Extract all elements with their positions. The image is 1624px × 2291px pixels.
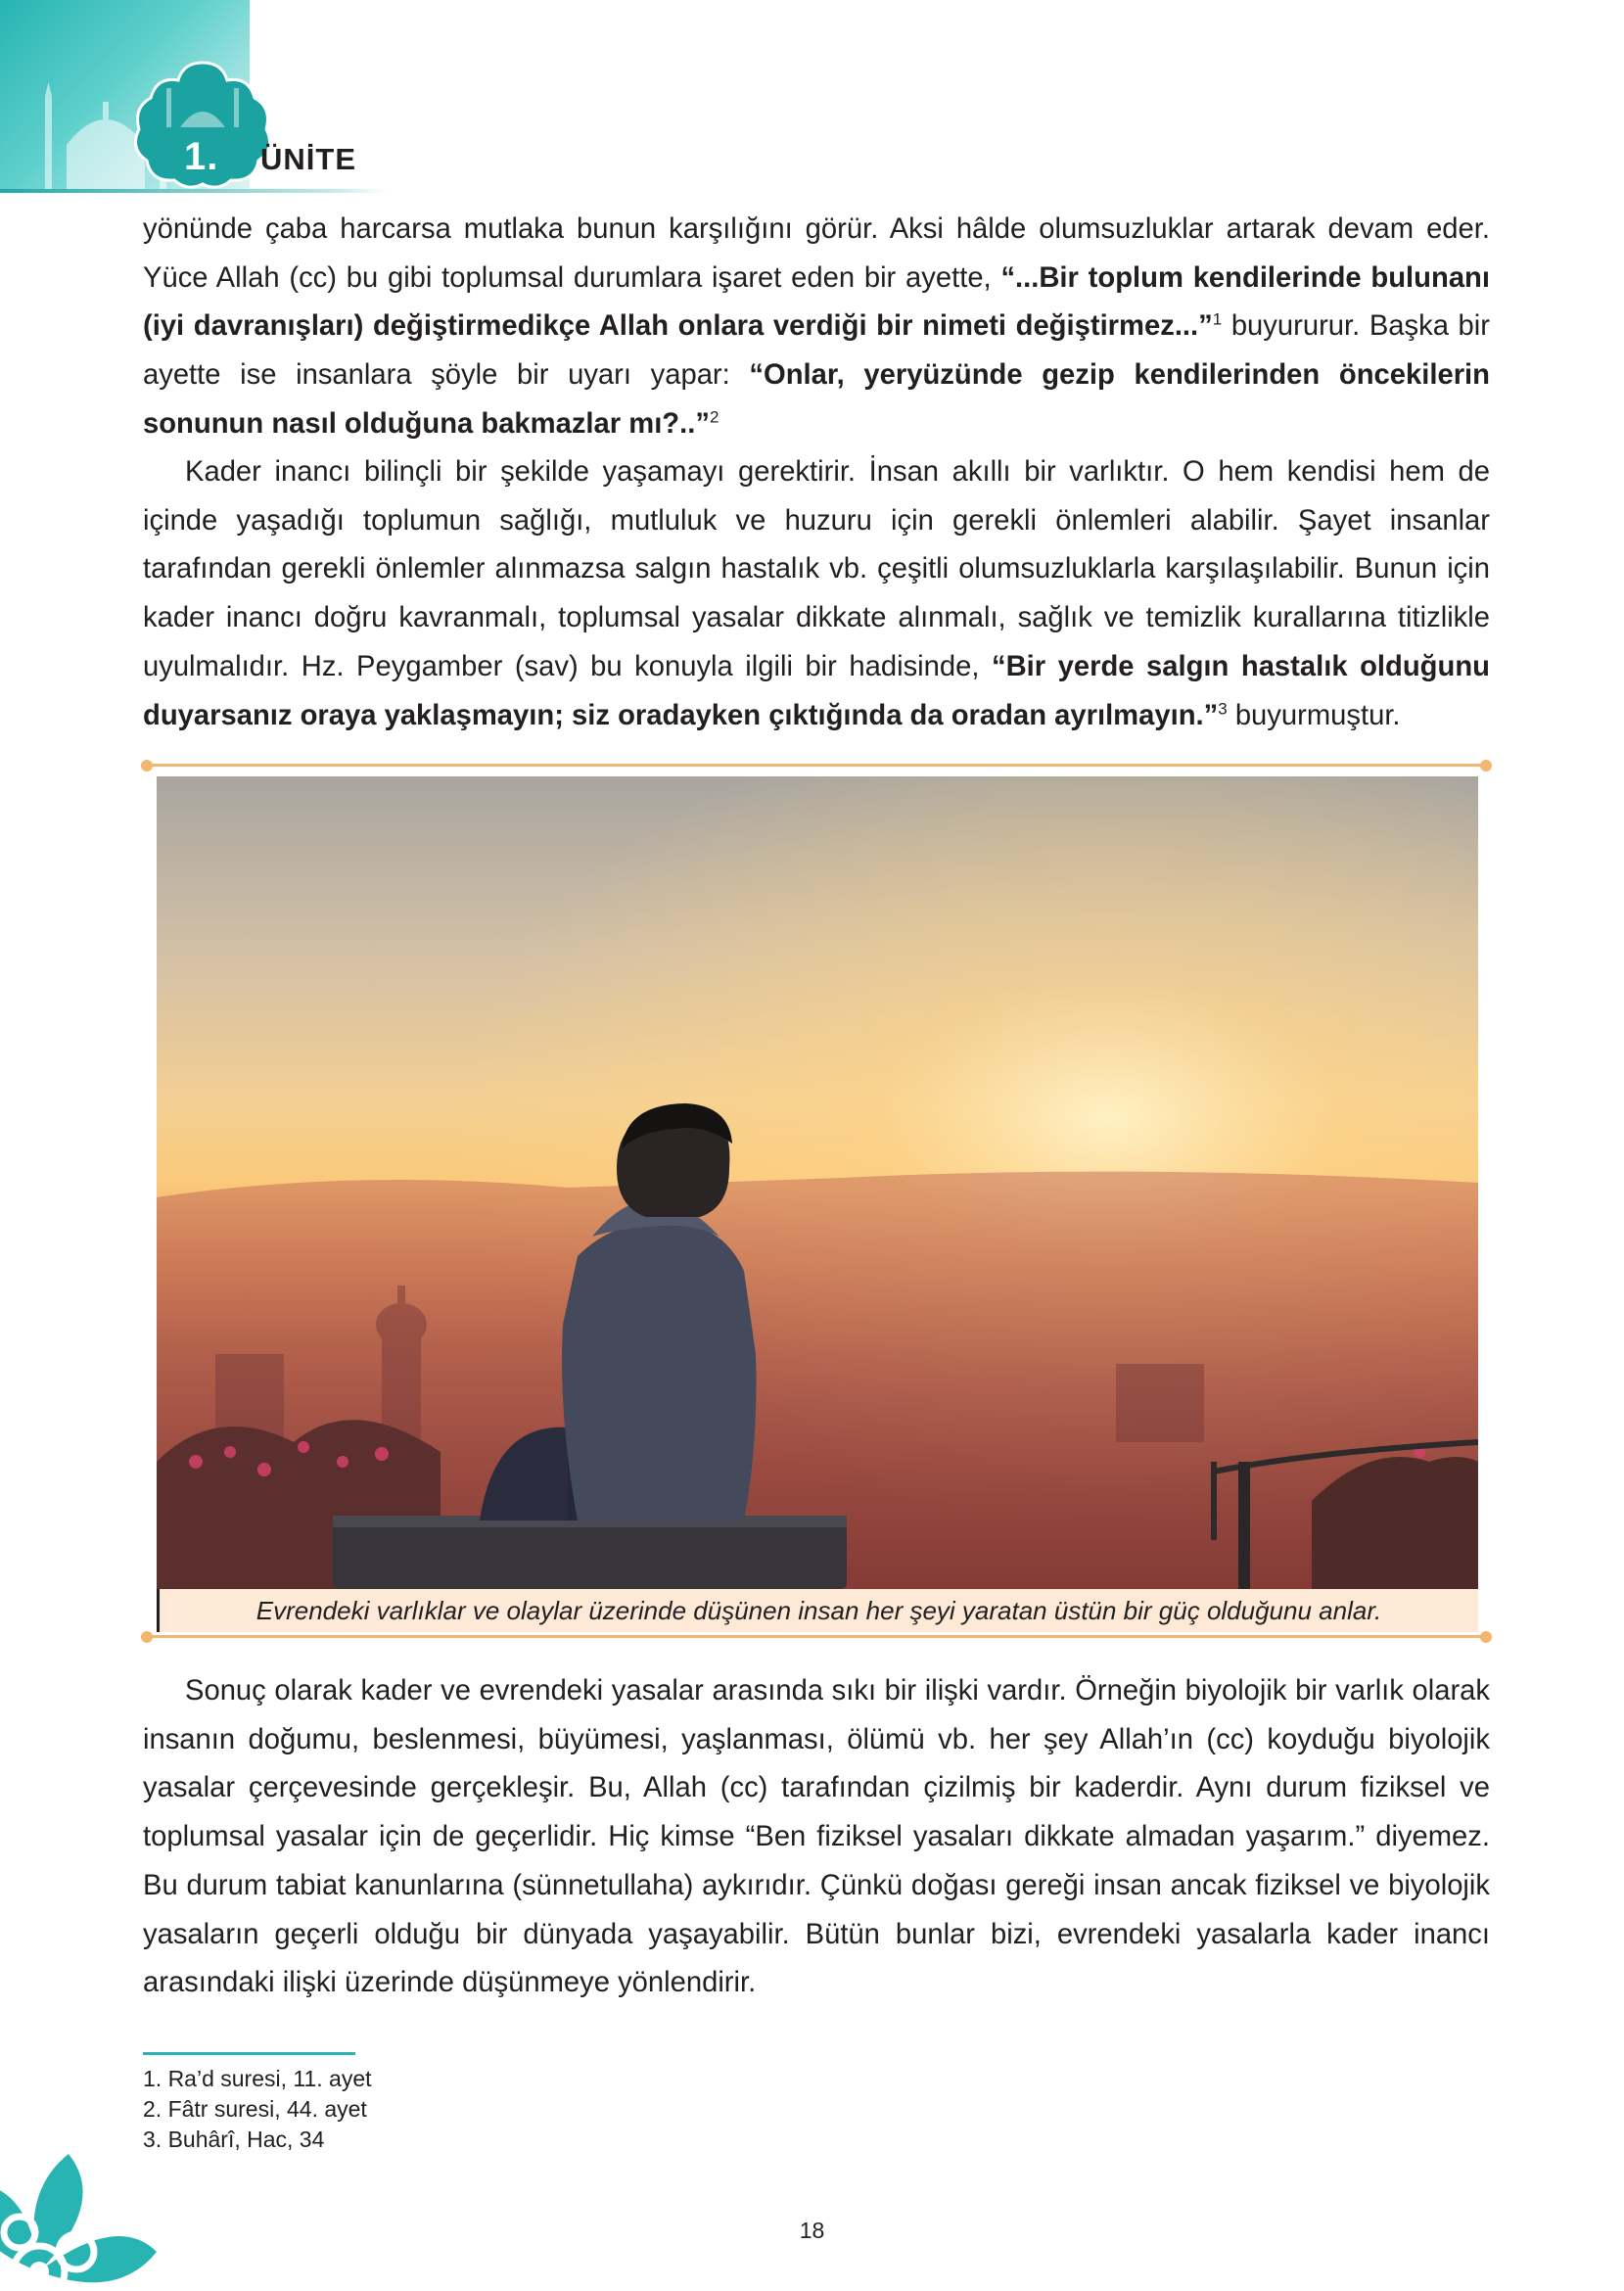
unit-number: 1. [184, 135, 219, 178]
quote-hadith: “Bir yerde salgın hastalık olduğunu duyarsanız oraya yaklaşmayın; siz oradayken çıktığında da oradan ayrılmayın.” [143, 650, 1490, 731]
paragraph-2 [143, 448, 1490, 740]
page-number: 18 [799, 2218, 825, 2243]
figure-rule-dot [141, 760, 153, 771]
footnote-item: 2. Fâtr suresi, 44. ayet [143, 2096, 367, 2122]
quote-ayah-1: “...Bir toplum kendilerinde bulunanı (iyi davranışları) değiştirmedikçe Allah onlara verdiği bir nimeti değiştirmez...” [143, 261, 1490, 343]
figure-caption-text: Evrendeki varlıklar ve olaylar üzerinde düşünen insan her şeyi yaratan üstün bir güç olduğunu anlar. [255, 1596, 1382, 1625]
unit-label: ÜNİTE [260, 142, 356, 176]
footnote-ref-3: 3 [1218, 698, 1228, 718]
flower-ornament-icon [0, 2134, 166, 2291]
figure-rule-dot [1480, 1631, 1492, 1643]
footnote-ref-1: 1 [1212, 309, 1223, 329]
paragraph-1-text-a: yönünde çaba harcarsa mutlaka bunun karşılığını görür. Aksi hâlde olumsuzluklar artarak devam eder. Yüce Allah (cc) bu gibi toplumsal durumlara işaret eden bir ayette, [143, 213, 1490, 294]
footnote-divider [143, 2052, 355, 2055]
figure-rule-dot [141, 1631, 153, 1643]
unit-header [0, 0, 411, 206]
figure-bottom-rule [147, 1635, 1486, 1638]
figure-top-rule [147, 764, 1486, 767]
figure [143, 764, 1490, 1645]
paragraph-2-text-a: Kader inancı bilinçli bir şekilde yaşamayı gerektirir. İnsan akıllı bir varlıktır. O hem kendisi hem de içinde yaşadığı toplumun sağlığı, mutluluk ve huzuru için gerekli önlemleri alabilir. Şayet insanlar tarafından gerekli önlemler alınmazsa salgın hastalık vb. çeşitli olumsuzluklarla karşılaşılabilir. Bunun için kader inancı doğru kavranmalı, toplumsal yasalar dikkate alınmalı, sağlık ve temizlik kurallarına titizlikle uyulmalıdır. Hz. Peygamber (sav) bu konuyla ilgili bir hadisinde, [143, 456, 1490, 682]
header-divider [0, 189, 387, 193]
figure-caption [157, 1589, 1478, 1632]
footnote-item: 3. Buhârî, Hac, 34 [143, 2127, 325, 2152]
paragraph-1-text-b: buyururur. Başka bir ayette ise insanlara şöyle bir uyarı yapar: [143, 310, 1490, 392]
footnote-ref-2: 2 [709, 407, 719, 427]
paragraph-1 [143, 206, 1490, 449]
sunset-photo [157, 776, 1478, 1589]
quote-ayah-2: “Onlar, yeryüzünde gezip kendilerinden öncekilerin sonunun nasıl olduğuna bakmazlar mı?..” [143, 359, 1490, 440]
footnote-item: 1. Ra’d suresi, 11. ayet [143, 2066, 372, 2091]
footnotes [143, 2064, 372, 2155]
paragraph-3: Sonuç olarak kader ve evrendeki yasalar arasında sıkı bir ilişki vardır. Örneğin biyolojik bir varlık olarak insanın doğumu, beslenmesi, büyümesi, yaşlanması, ölümü vb. her şey Allah’ın (cc) koyduğu biyolojik yasalar çerçevesinde gerçekleşir. Bu, Allah (cc) tarafından çizilmiş bir kaderdir. Aynı durum fiziksel ve toplumsal yasalar için de geçerlidir. Hiç kimse “Ben fiziksel yasaları dikkate almadan yaşarım.” diyemez. Bu durum tabiat kanunlarına (sünnetullaha) aykırıdır. Çünkü doğası gereği insan ancak fiziksel ve biyolojik yasaların geçerli olduğu bir dünyada yaşayabilir. Bütün bunlar bizi, evrendeki yasalarla kader inancı arasındaki ilişki üzerinde düşünmeye yönlendirir. [143, 1675, 1490, 1999]
figure-rule-dot [1480, 760, 1492, 771]
paragraph-2-text-b: buyurmuştur. [1227, 699, 1401, 731]
